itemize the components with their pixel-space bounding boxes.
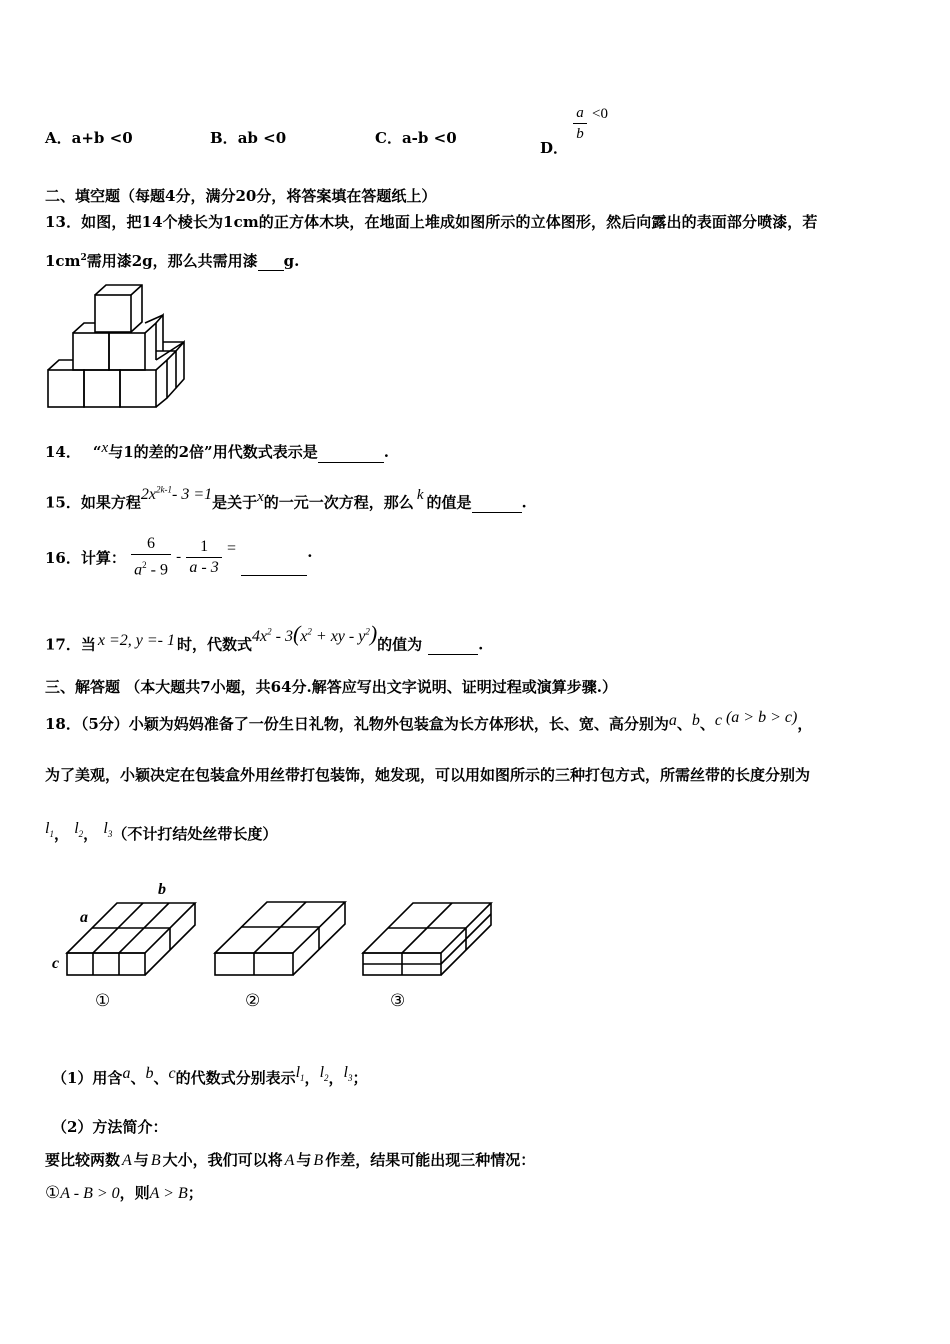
section2-title: 二、填空题（每题4分，满分20分，将答案填在答题纸上）	[45, 187, 437, 205]
q14: 14． “x与1的差的2倍”用代数式表示是 .	[45, 440, 389, 461]
q18-line1: 18．（5分）小颖为妈妈准备了一份生日礼物，礼物外包装盒为长方体形状，长、宽、高分别为a、b、c (a > b > c)，	[45, 709, 813, 733]
q18-part2: （2）方法简介：	[52, 1118, 168, 1136]
box-3	[363, 903, 491, 975]
q18-part1: （1）用含a、b、c的代数式分别表示$l_1$，$l_2$，$l_3$；	[52, 1064, 368, 1087]
cube-top	[95, 295, 131, 332]
section3-title: 三、解答题 （本大题共7小题，共64分.解答应写出文字说明、证明过程或演算步骤.）	[45, 678, 617, 696]
fig-label-c: c	[52, 955, 60, 972]
q16-fraction-1: $\frac{6}{a^2 - 9}$	[131, 534, 171, 580]
cube-bottom-3	[120, 370, 156, 407]
q17: 17．当 x =2, y =- 1 时，代数式$4x^2 - 3(x^2$ + xy - $y^2$)的值为 .	[45, 621, 484, 654]
box-2	[215, 902, 345, 975]
ribbon-l2: $l_2$	[74, 820, 84, 840]
bottom-back-rows-2	[176, 342, 184, 388]
q15-equation: $2x^{2k-1}-$ 3 =1	[140, 485, 213, 504]
cube-middle-2	[109, 333, 145, 370]
cube-middle-1	[73, 333, 109, 370]
bottom-depth-lines	[48, 360, 73, 370]
option-a: A．a+b <0	[45, 129, 133, 147]
middle-right-side	[145, 323, 156, 360]
q17-blank[interactable]	[428, 638, 478, 655]
q17-expression: $4x^2 - 3(x^2$ + xy - $y^2$)	[252, 621, 378, 647]
middle-left-top	[73, 323, 95, 333]
bottom-back-rows	[167, 351, 176, 398]
q18-case1: ①A - B > 0，则A > B；	[45, 1183, 203, 1202]
q13-line2: $1cm^2$需用漆2g，那么共需用漆 g.	[45, 252, 300, 270]
cube-stack-figure	[45, 282, 195, 412]
q18-line3: $l_1$， $l_2$， $l_3$（不计打结处丝带长度）	[45, 820, 278, 843]
q18-method: 要比较两数 A 与 B 大小，我们可以将 A 与 B 作差，结果可能出现三种情况：	[45, 1151, 536, 1169]
middle-back-side	[156, 315, 163, 351]
option-d: D． $\frac{a}{b}$ <0	[540, 105, 608, 157]
q16-fraction-2: $\frac{1}{a - 3}$	[186, 537, 221, 578]
option-c: C．a-b <0	[375, 129, 457, 147]
fig-caption-2: ②	[245, 991, 261, 1010]
ribbon-l3: $l_3$	[103, 820, 113, 840]
top-cube-edge	[131, 285, 142, 295]
ribbon-l1: $l_1$	[45, 820, 54, 840]
q16: 16．计算： $\frac{6}{a^2 - 9}$ - $\frac{1}{a - 3}$ = .	[45, 535, 313, 579]
fig-caption-1: ①	[95, 991, 111, 1010]
option-d-fraction: $\frac{a}{b}$	[573, 103, 587, 144]
cube-bottom-1	[48, 370, 84, 407]
q15-blank[interactable]	[472, 496, 522, 513]
cube-bottom-2	[84, 370, 120, 407]
q15: 15．如果方程$2x^{2k-1}-$ 3 =1是关于x的一元一次方程，那么 k 的值是 .	[45, 485, 527, 512]
q13-line1: 13．如图，把14个棱长为1cm的正方体木块，在地面上堆成如图所示的立体图形，然后向露出的表面部分喷漆，若	[45, 213, 818, 231]
q18-line2: 为了美观，小颖决定在包装盒外用丝带打包装饰，她发现，可以用如图所示的三种打包方式，所需丝带的长度分别为	[45, 766, 811, 784]
option-b: B．ab <0	[210, 129, 287, 147]
q14-blank[interactable]	[318, 446, 384, 463]
fig-label-b: b	[158, 881, 166, 898]
gift-box-figures	[45, 878, 505, 1018]
bottom-right-side	[156, 360, 167, 407]
fig-label-a: a	[80, 909, 88, 926]
q13-blank[interactable]	[258, 254, 284, 271]
fig-caption-3: ③	[390, 991, 406, 1010]
q16-blank[interactable]	[241, 559, 307, 576]
